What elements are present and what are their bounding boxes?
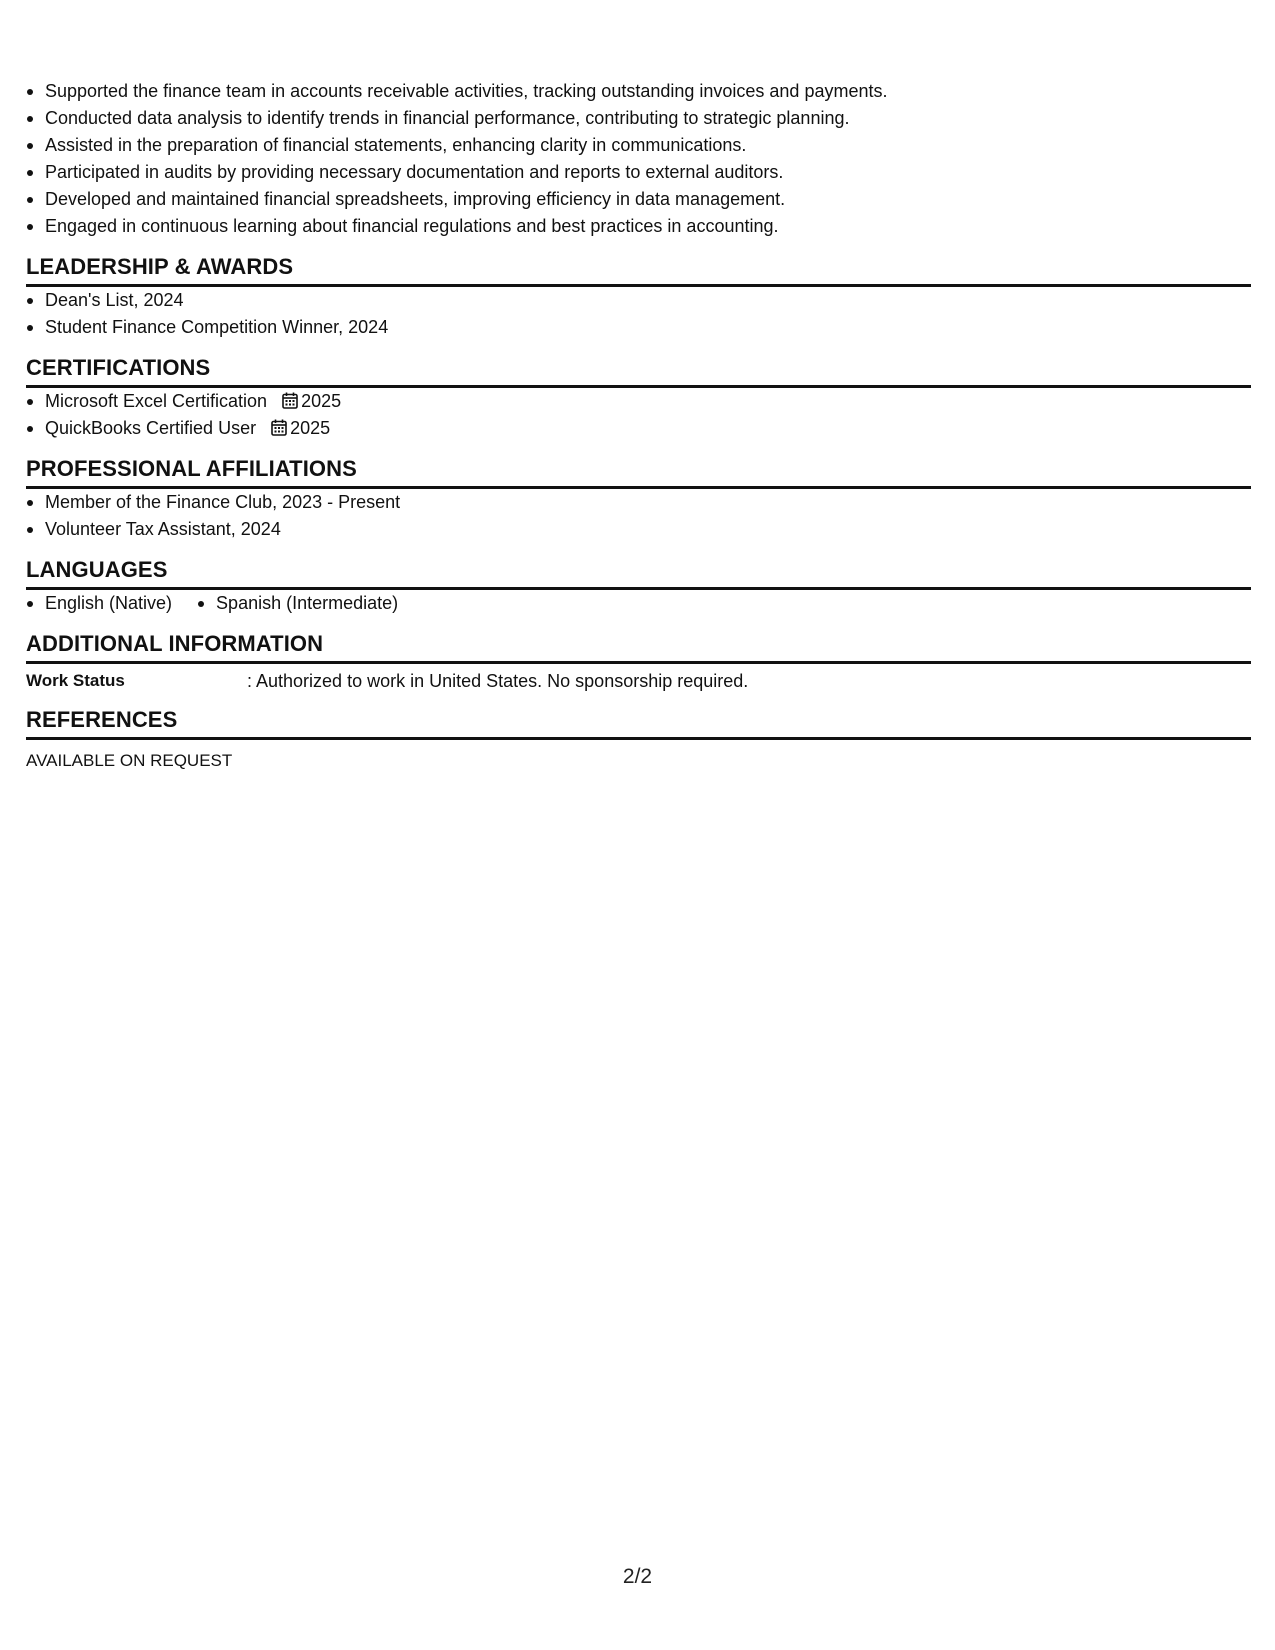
calendar-icon [271,419,287,436]
page-number: 2/2 [622,1565,653,1588]
list-item: Supported the finance team in accounts receivable activities, tracking outstanding invoices and payments. [26,78,1251,105]
certification-year: 2025 [301,391,342,411]
work-status-row [26,669,1251,693]
certification-name: Microsoft Excel Certification [45,391,268,411]
leadership-section [26,253,1251,341]
calendar-icon [282,392,298,409]
work-status-label: Work Status [26,671,125,690]
references-text: AVAILABLE ON REQUEST [26,751,233,770]
list-item: Member of the Finance Club, 2023 - Present [26,489,1251,516]
list-item: Volunteer Tax Assistant, 2024 [26,516,1251,543]
leadership-list [26,287,1251,341]
list-item: Developed and maintained financial spreadsheets, improving efficiency in data management. [26,186,1251,213]
certifications-list [26,388,1251,442]
languages-section [26,556,1251,617]
list-item: Engaged in continuous learning about financial regulations and best practices in accounting. [26,213,1251,240]
section-title: ADDITIONAL INFORMATION [26,630,1251,664]
list-item: Dean's List, 2024 [26,287,1251,314]
references-section [26,706,1251,773]
section-title: CERTIFICATIONS [26,354,1251,388]
certification-name: QuickBooks Certified User [45,418,257,438]
section-title: LANGUAGES [26,556,1251,590]
affiliations-list [26,489,1251,543]
list-item: English (Native) [26,590,172,617]
additional-information-section [26,630,1251,693]
list-item: Assisted in the preparation of financial statements, enhancing clarity in communications. [26,132,1251,159]
experience-bullet-list [26,78,1251,240]
list-item: Student Finance Competition Winner, 2024 [26,314,1251,341]
list-item: Spanish (Intermediate) [197,590,398,617]
resume-page [26,78,1251,773]
list-item [26,388,1251,415]
list-item [26,415,1251,442]
list-item: Participated in audits by providing necessary documentation and reports to external auditors. [26,159,1251,186]
work-status-value: : Authorized to work in United States. No sponsorship required. [247,671,749,691]
section-title: REFERENCES [26,706,1251,740]
languages-list [26,590,1251,617]
certifications-section [26,354,1251,442]
section-title: PROFESSIONAL AFFILIATIONS [26,455,1251,489]
section-title: LEADERSHIP & AWARDS [26,253,1251,287]
list-item: Conducted data analysis to identify trends in financial performance, contributing to strategic planning. [26,105,1251,132]
affiliations-section [26,455,1251,543]
certification-year: 2025 [290,418,331,438]
